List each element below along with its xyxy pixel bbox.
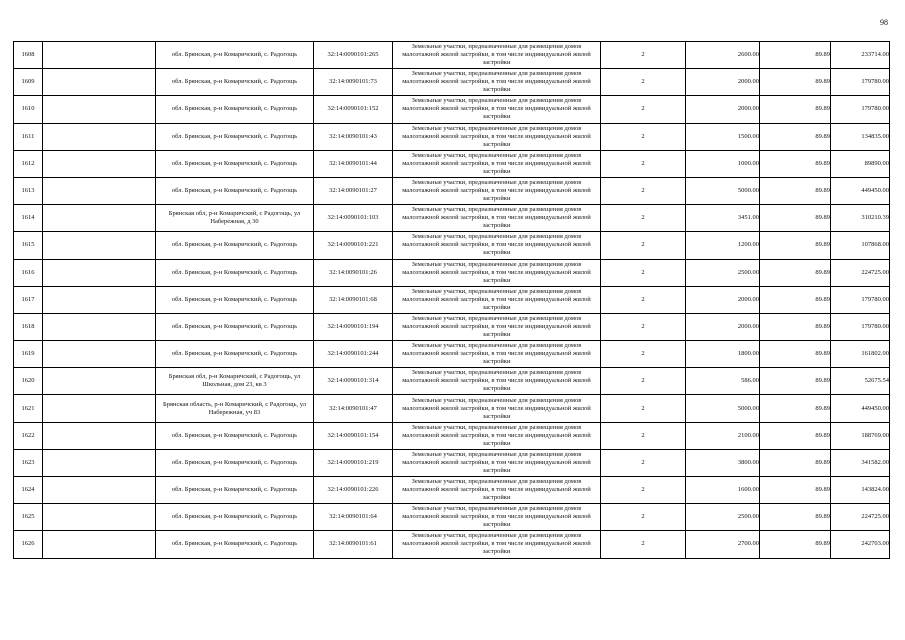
cadastral-value-cell: 188769.00 — [831, 422, 890, 449]
row-number: 1620 — [14, 368, 43, 395]
category-cell: 2 — [601, 96, 686, 123]
cadastral-number-cell: 32:14:0090101:194 — [314, 313, 393, 340]
address-cell: обл. Брянская, р-н Комаричский, с. Радогощь — [156, 96, 314, 123]
address-cell: обл. Брянская, р-н Комаричский, с. Радогощь — [156, 286, 314, 313]
row-number: 1624 — [14, 477, 43, 504]
cadastral-number-cell: 32:14:0090101:26 — [314, 259, 393, 286]
cadastral-value-cell: 143824.00 — [831, 477, 890, 504]
row-number: 1614 — [14, 205, 43, 232]
category-cell: 2 — [601, 449, 686, 476]
cadastral-number-cell: 32:14:0090101:73 — [314, 69, 393, 96]
address-cell: обл. Брянская, р-н Комаричский, с. Радогощь — [156, 69, 314, 96]
land-use-description-cell: Земельные участки, предназначенные для размещения домов малоэтажной жилой застройки, в том числе индивидуальной жилой застройки — [393, 504, 601, 531]
table-row — [14, 150, 890, 177]
area-cell: 2000.00 — [686, 96, 760, 123]
cadastral-number-cell: 32:14:0090101:64 — [314, 504, 393, 531]
table-row — [14, 531, 890, 558]
address-cell: обл. Брянская, р-н Комаричский, с. Радогощь — [156, 341, 314, 368]
cadastral-value-cell: 310210.39 — [831, 205, 890, 232]
empty-cell — [43, 69, 156, 96]
rate-cell: 89.89 — [760, 123, 831, 150]
row-number: 1612 — [14, 150, 43, 177]
empty-cell — [43, 422, 156, 449]
cadastral-number-cell: 32:14:0090101:244 — [314, 341, 393, 368]
cadastral-number-cell: 32:14:0090101:103 — [314, 205, 393, 232]
category-cell: 2 — [601, 313, 686, 340]
address-cell: обл. Брянская, р-н Комаричский, с. Радогощь — [156, 150, 314, 177]
cadastral-value-cell: 52675.54 — [831, 368, 890, 395]
cadastral-value-cell: 224725.00 — [831, 259, 890, 286]
empty-cell — [43, 313, 156, 340]
land-use-description-cell: Земельные участки, предназначенные для размещения домов малоэтажной жилой застройки, в том числе индивидуальной жилой застройки — [393, 42, 601, 69]
area-cell: 3800.00 — [686, 449, 760, 476]
cadastral-number-cell: 32:14:0090101:47 — [314, 395, 393, 422]
empty-cell — [43, 232, 156, 259]
rate-cell: 89.89 — [760, 313, 831, 340]
cadastral-number-cell: 32:14:0090101:68 — [314, 286, 393, 313]
cadastral-value-cell: 161802.00 — [831, 341, 890, 368]
area-cell: 1800.00 — [686, 341, 760, 368]
empty-cell — [43, 341, 156, 368]
rate-cell: 89.89 — [760, 177, 831, 204]
table-row — [14, 259, 890, 286]
rate-cell: 89.89 — [760, 259, 831, 286]
address-cell: обл. Брянская, р-н Комаричский, с. Радогощь — [156, 232, 314, 259]
area-cell: 5000.00 — [686, 395, 760, 422]
address-cell: обл. Брянская, р-н Комаричский, с. Радогощь — [156, 42, 314, 69]
table-row — [14, 96, 890, 123]
row-number: 1617 — [14, 286, 43, 313]
cadastral-value-cell: 179780.00 — [831, 313, 890, 340]
table-row — [14, 395, 890, 422]
area-cell: 2700.00 — [686, 531, 760, 558]
area-cell: 3451.00 — [686, 205, 760, 232]
land-use-description-cell: Земельные участки, предназначенные для размещения домов малоэтажной жилой застройки, в том числе индивидуальной жилой застройки — [393, 531, 601, 558]
cadastral-value-cell: 89890.00 — [831, 150, 890, 177]
cadastral-value-cell: 242703.00 — [831, 531, 890, 558]
row-number: 1626 — [14, 531, 43, 558]
land-use-description-cell: Земельные участки, предназначенные для размещения домов малоэтажной жилой застройки, в том числе индивидуальной жилой застройки — [393, 313, 601, 340]
rate-cell: 89.89 — [760, 449, 831, 476]
cadastral-value-cell: 179780.00 — [831, 69, 890, 96]
cadastral-value-cell: 341582.00 — [831, 449, 890, 476]
cadastral-number-cell: 32:14:0090101:219 — [314, 449, 393, 476]
rate-cell: 89.89 — [760, 205, 831, 232]
cadastral-number-cell: 32:14:0090101:314 — [314, 368, 393, 395]
row-number: 1609 — [14, 69, 43, 96]
table-row — [14, 422, 890, 449]
cadastral-number-cell: 32:14:0090101:265 — [314, 42, 393, 69]
category-cell: 2 — [601, 286, 686, 313]
table-body — [14, 42, 890, 559]
rate-cell: 89.89 — [760, 286, 831, 313]
land-use-description-cell: Земельные участки, предназначенные для размещения домов малоэтажной жилой застройки, в том числе индивидуальной жилой застройки — [393, 341, 601, 368]
category-cell: 2 — [601, 205, 686, 232]
category-cell: 2 — [601, 368, 686, 395]
address-cell: обл. Брянская, р-н Комаричский, с. Радогощь — [156, 313, 314, 340]
rate-cell: 89.89 — [760, 150, 831, 177]
land-use-description-cell: Земельные участки, предназначенные для размещения домов малоэтажной жилой застройки, в том числе индивидуальной жилой застройки — [393, 259, 601, 286]
rate-cell: 89.89 — [760, 368, 831, 395]
area-cell: 2500.00 — [686, 259, 760, 286]
row-number: 1611 — [14, 123, 43, 150]
address-cell: обл. Брянская, р-н Комаричский, с. Радогощь — [156, 177, 314, 204]
land-use-description-cell: Земельные участки, предназначенные для размещения домов малоэтажной жилой застройки, в том числе индивидуальной жилой застройки — [393, 286, 601, 313]
table-row — [14, 123, 890, 150]
row-number: 1619 — [14, 341, 43, 368]
cadastral-number-cell: 32:14:0090101:27 — [314, 177, 393, 204]
table-row — [14, 232, 890, 259]
rate-cell: 89.89 — [760, 477, 831, 504]
address-cell: Брянская обл, р-н Комаричский, с Радогощь, ул Набережная, д 30 — [156, 205, 314, 232]
row-number: 1623 — [14, 449, 43, 476]
land-use-description-cell: Земельные участки, предназначенные для размещения домов малоэтажной жилой застройки, в том числе индивидуальной жилой застройки — [393, 205, 601, 232]
category-cell: 2 — [601, 123, 686, 150]
table-row — [14, 177, 890, 204]
cadastral-number-cell: 32:14:0090101:152 — [314, 96, 393, 123]
category-cell: 2 — [601, 504, 686, 531]
rate-cell: 89.89 — [760, 341, 831, 368]
category-cell: 2 — [601, 477, 686, 504]
empty-cell — [43, 123, 156, 150]
row-number: 1613 — [14, 177, 43, 204]
rate-cell: 89.89 — [760, 69, 831, 96]
cadastral-value-cell: 134835.00 — [831, 123, 890, 150]
row-number: 1622 — [14, 422, 43, 449]
category-cell: 2 — [601, 341, 686, 368]
land-use-description-cell: Земельные участки, предназначенные для размещения домов малоэтажной жилой застройки, в том числе индивидуальной жилой застройки — [393, 232, 601, 259]
row-number: 1610 — [14, 96, 43, 123]
address-cell: обл. Брянская, р-н Комаричский, с. Радогощь — [156, 531, 314, 558]
empty-cell — [43, 259, 156, 286]
address-cell: Брянская обл, р-н Комаричский, с Радогощь, ул Школьная, дом 23, кв 3 — [156, 368, 314, 395]
area-cell: 586.00 — [686, 368, 760, 395]
land-use-description-cell: Земельные участки, предназначенные для размещения домов малоэтажной жилой застройки, в том числе индивидуальной жилой застройки — [393, 177, 601, 204]
cadastral-value-cell: 107868.00 — [831, 232, 890, 259]
cadastral-number-cell: 32:14:0090101:61 — [314, 531, 393, 558]
land-use-description-cell: Земельные участки, предназначенные для размещения домов малоэтажной жилой застройки, в том числе индивидуальной жилой застройки — [393, 422, 601, 449]
address-cell: обл. Брянская, р-н Комаричский, с. Радогощь — [156, 259, 314, 286]
category-cell: 2 — [601, 177, 686, 204]
row-number: 1616 — [14, 259, 43, 286]
rate-cell: 89.89 — [760, 42, 831, 69]
rate-cell: 89.89 — [760, 395, 831, 422]
empty-cell — [43, 286, 156, 313]
cadastral-value-cell: 179780.00 — [831, 286, 890, 313]
address-cell: обл. Брянская, р-н Комаричский, с. Радогощь — [156, 477, 314, 504]
rate-cell: 89.89 — [760, 504, 831, 531]
address-cell: обл. Брянская, р-н Комаричский, с. Радогощь — [156, 422, 314, 449]
empty-cell — [43, 177, 156, 204]
address-cell: Брянская область, р-н Комаричский, с Радогощь, ул Набережная, уч 83 — [156, 395, 314, 422]
rate-cell: 89.89 — [760, 96, 831, 123]
area-cell: 2000.00 — [686, 286, 760, 313]
empty-cell — [43, 205, 156, 232]
category-cell: 2 — [601, 395, 686, 422]
category-cell: 2 — [601, 150, 686, 177]
cadastral-number-cell: 32:14:0090101:226 — [314, 477, 393, 504]
category-cell: 2 — [601, 232, 686, 259]
row-number: 1618 — [14, 313, 43, 340]
land-use-description-cell: Земельные участки, предназначенные для размещения домов малоэтажной жилой застройки, в том числе индивидуальной жилой застройки — [393, 96, 601, 123]
row-number: 1608 — [14, 42, 43, 69]
empty-cell — [43, 477, 156, 504]
cadastral-number-cell: 32:14:0090101:43 — [314, 123, 393, 150]
category-cell: 2 — [601, 531, 686, 558]
category-cell: 2 — [601, 69, 686, 96]
address-cell: обл. Брянская, р-н Комаричский, с. Радогощь — [156, 123, 314, 150]
category-cell: 2 — [601, 259, 686, 286]
cadastral-number-cell: 32:14:0090101:221 — [314, 232, 393, 259]
address-cell: обл. Брянская, р-н Комаричский, с. Радогощь — [156, 449, 314, 476]
row-number: 1615 — [14, 232, 43, 259]
empty-cell — [43, 96, 156, 123]
table-row — [14, 42, 890, 69]
land-use-description-cell: Земельные участки, предназначенные для размещения домов малоэтажной жилой застройки, в том числе индивидуальной жилой застройки — [393, 69, 601, 96]
table-row — [14, 449, 890, 476]
land-use-description-cell: Земельные участки, предназначенные для размещения домов малоэтажной жилой застройки, в том числе индивидуальной жилой застройки — [393, 368, 601, 395]
area-cell: 2600.00 — [686, 42, 760, 69]
empty-cell — [43, 449, 156, 476]
table-row — [14, 313, 890, 340]
empty-cell — [43, 42, 156, 69]
rate-cell: 89.89 — [760, 531, 831, 558]
area-cell: 1200.00 — [686, 232, 760, 259]
address-cell: обл. Брянская, р-н Комаричский, с. Радогощь — [156, 504, 314, 531]
land-use-description-cell: Земельные участки, предназначенные для размещения домов малоэтажной жилой застройки, в том числе индивидуальной жилой застройки — [393, 395, 601, 422]
land-plot-table — [13, 41, 890, 559]
empty-cell — [43, 150, 156, 177]
area-cell: 1600.00 — [686, 477, 760, 504]
empty-cell — [43, 504, 156, 531]
cadastral-number-cell: 32:14:0090101:154 — [314, 422, 393, 449]
category-cell: 2 — [601, 42, 686, 69]
empty-cell — [43, 395, 156, 422]
area-cell: 2100.00 — [686, 422, 760, 449]
cadastral-value-cell: 233714.00 — [831, 42, 890, 69]
table-row — [14, 341, 890, 368]
land-use-description-cell: Земельные участки, предназначенные для размещения домов малоэтажной жилой застройки, в том числе индивидуальной жилой застройки — [393, 150, 601, 177]
land-use-description-cell: Земельные участки, предназначенные для размещения домов малоэтажной жилой застройки, в том числе индивидуальной жилой застройки — [393, 477, 601, 504]
cadastral-number-cell: 32:14:0090101:44 — [314, 150, 393, 177]
cadastral-value-cell: 224725.00 — [831, 504, 890, 531]
rate-cell: 89.89 — [760, 232, 831, 259]
table-row — [14, 69, 890, 96]
cadastral-value-cell: 179780.00 — [831, 96, 890, 123]
row-number: 1625 — [14, 504, 43, 531]
table-row — [14, 477, 890, 504]
area-cell: 2000.00 — [686, 69, 760, 96]
area-cell: 2000.00 — [686, 313, 760, 340]
area-cell: 1500.00 — [686, 123, 760, 150]
empty-cell — [43, 531, 156, 558]
area-cell: 2500.00 — [686, 504, 760, 531]
table-row — [14, 368, 890, 395]
cadastral-value-cell: 449450.00 — [831, 177, 890, 204]
area-cell: 5000.00 — [686, 177, 760, 204]
table-row — [14, 205, 890, 232]
area-cell: 1000.00 — [686, 150, 760, 177]
cadastral-value-cell: 449450.00 — [831, 395, 890, 422]
table-row — [14, 504, 890, 531]
rate-cell: 89.89 — [760, 422, 831, 449]
category-cell: 2 — [601, 422, 686, 449]
table-row — [14, 286, 890, 313]
land-use-description-cell: Земельные участки, предназначенные для размещения домов малоэтажной жилой застройки, в том числе индивидуальной жилой застройки — [393, 449, 601, 476]
page-number: 98 — [880, 18, 888, 27]
land-use-description-cell: Земельные участки, предназначенные для размещения домов малоэтажной жилой застройки, в том числе индивидуальной жилой застройки — [393, 123, 601, 150]
empty-cell — [43, 368, 156, 395]
row-number: 1621 — [14, 395, 43, 422]
